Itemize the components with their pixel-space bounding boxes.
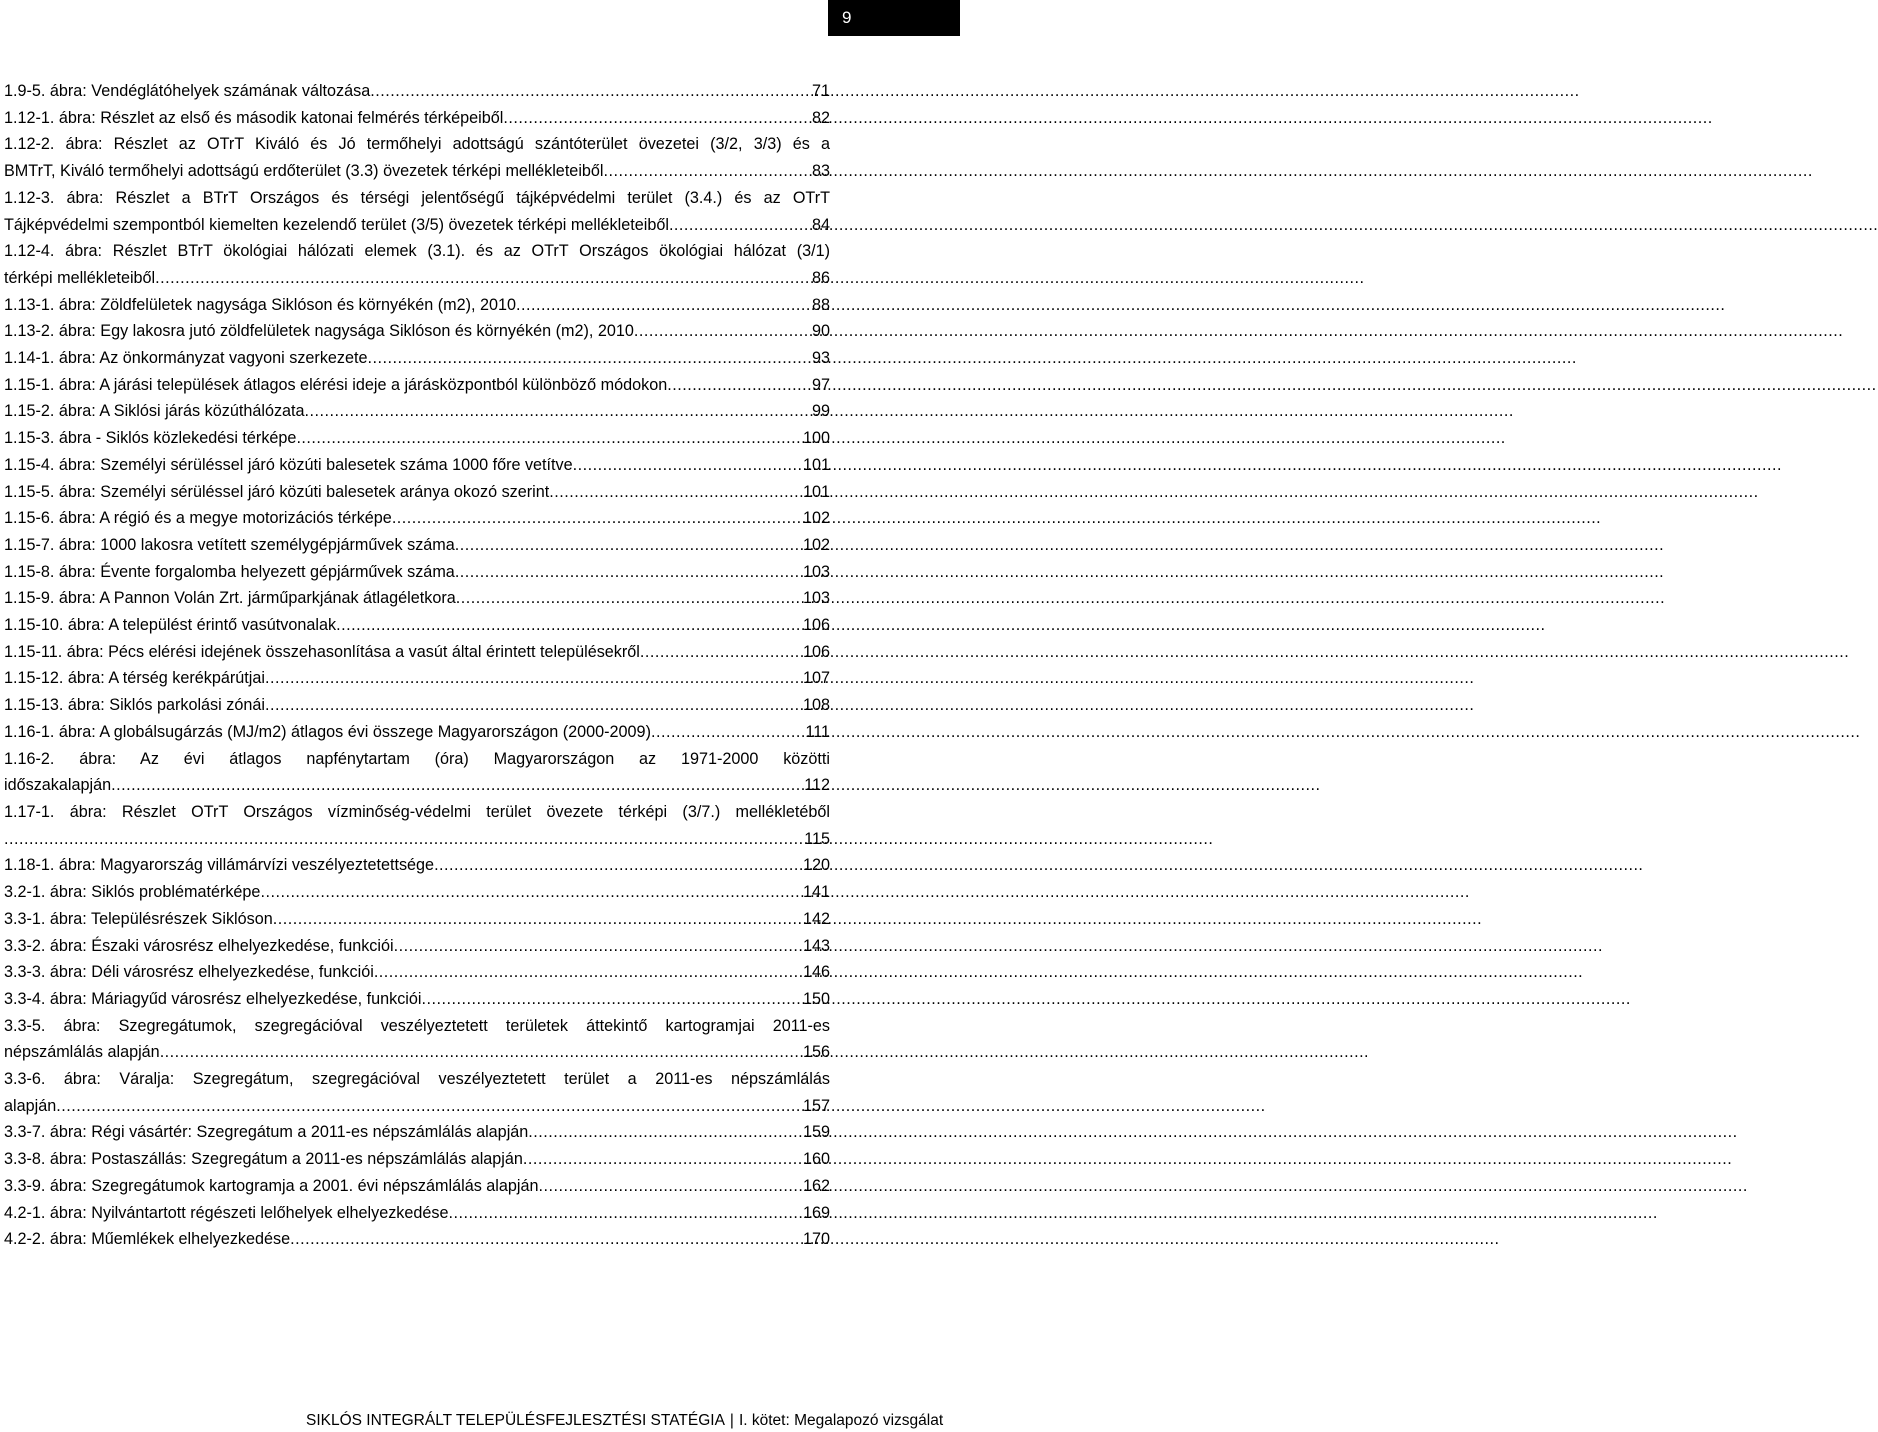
toc-entry-page: 93 bbox=[811, 349, 830, 368]
dot-leader bbox=[336, 612, 799, 639]
toc-entry-page: 150 bbox=[802, 989, 830, 1008]
toc-entry[interactable] bbox=[4, 372, 830, 399]
footer-separator: | bbox=[729, 1412, 734, 1429]
dot-leader bbox=[273, 906, 799, 933]
toc-entry-line bbox=[4, 879, 830, 906]
toc-entry-line bbox=[4, 826, 830, 853]
toc-entry-line bbox=[4, 1039, 830, 1066]
toc-entry-line bbox=[4, 746, 830, 773]
dot-leader bbox=[160, 1039, 799, 1066]
toc-entry-title: népszámlálás alapján bbox=[4, 1043, 160, 1062]
toc-entry[interactable] bbox=[4, 799, 830, 852]
toc-entry-title: 1.15-3. ábra - Siklós közlekedési térképe bbox=[4, 429, 297, 448]
toc-entry[interactable] bbox=[4, 959, 830, 986]
toc-entry[interactable] bbox=[4, 131, 830, 184]
dot-leader bbox=[368, 345, 808, 372]
toc-entry-line bbox=[4, 158, 830, 185]
toc-entry-line bbox=[4, 852, 830, 879]
toc-entry-title: 3.3-4. ábra: Máriagyűd városrész elhelyezkedése, funkciói bbox=[4, 989, 422, 1008]
toc-entry-title: 1.15-12. ábra: A térség kerékpárútjai bbox=[4, 669, 265, 688]
toc-entry-page: 103 bbox=[802, 562, 830, 581]
toc-entry-page: 101 bbox=[802, 482, 830, 501]
dot-leader bbox=[640, 639, 799, 666]
dot-leader bbox=[394, 933, 799, 960]
toc-entry-title: 1.13-1. ábra: Zöldfelületek nagysága Siklóson és környékén (m2), 2010 bbox=[4, 295, 517, 314]
toc-entry[interactable] bbox=[4, 692, 830, 719]
dot-leader bbox=[265, 665, 799, 692]
page-number: 9 bbox=[842, 8, 852, 27]
toc-entry-line bbox=[4, 1173, 830, 1200]
dot-leader bbox=[374, 959, 799, 986]
toc-entry-line bbox=[4, 425, 830, 452]
toc-entry-line bbox=[4, 318, 830, 345]
toc-entry-line bbox=[4, 265, 830, 292]
dot-leader bbox=[539, 1173, 799, 1200]
toc-entry-title: 1.15-9. ábra: A Pannon Volán Zrt. járműparkjának átlagéletkora bbox=[4, 589, 456, 608]
toc-entry-page: 86 bbox=[811, 268, 830, 287]
toc-entry-title: 1.15-7. ábra: 1000 lakosra vetített személygépjárművek száma bbox=[4, 535, 455, 554]
toc-entry-line bbox=[4, 505, 830, 532]
toc-entry-line bbox=[4, 372, 830, 399]
toc-entry[interactable] bbox=[4, 852, 830, 879]
dot-leader bbox=[449, 1200, 799, 1227]
dot-leader bbox=[503, 105, 808, 132]
toc-entry-title: 1.16-2. ábra: Az évi átlagos napfénytartam (óra) Magyarországon az 1971-2000 közötti bbox=[4, 749, 830, 768]
toc-entry-title: 3.3-8. ábra: Postaszállás: Szegregátum a 2011-es népszámlálás alapján bbox=[4, 1150, 523, 1169]
toc-entry-title: 1.12-4. ábra: Részlet BTrT ökológiai hálózati elemek (3.1). és az OTrT Országos ökológiai hálózat (3/1) bbox=[4, 242, 830, 261]
toc-entry-page: 141 bbox=[802, 883, 830, 902]
toc-entry-line bbox=[4, 906, 830, 933]
toc-entry-line bbox=[4, 398, 830, 425]
toc-entry-line bbox=[4, 185, 830, 212]
toc-entry-title: 3.3-2. ábra: Északi városrész elhelyezkedése, funkciói bbox=[4, 936, 394, 955]
toc-entry-title: 1.17-1. ábra: Részlet OTrT Országos vízminőség-védelmi terület övezete térképi (3/7.) mellékletéből bbox=[4, 802, 830, 821]
toc-entry-title: 4.2-1. ábra: Nyilvántartott régészeti lelőhelyek elhelyezkedése bbox=[4, 1203, 449, 1222]
toc-entry-line bbox=[4, 78, 830, 105]
toc-entry[interactable] bbox=[4, 879, 830, 906]
toc-entry-page: 90 bbox=[811, 322, 830, 341]
toc-entry-line bbox=[4, 212, 830, 239]
toc-entry[interactable] bbox=[4, 292, 830, 319]
toc-entry-line bbox=[4, 479, 830, 506]
toc-entry-page: 157 bbox=[802, 1096, 830, 1115]
toc-entry[interactable] bbox=[4, 452, 830, 479]
toc-entry-page: 106 bbox=[802, 616, 830, 635]
toc-entry-page: 107 bbox=[802, 669, 830, 688]
toc-entry-page: 103 bbox=[802, 589, 830, 608]
toc-entry-title: térképi mellékleteiből bbox=[4, 268, 156, 287]
toc-entry-line bbox=[4, 1013, 830, 1040]
dot-leader bbox=[111, 772, 800, 799]
dot-leader bbox=[370, 78, 808, 105]
toc-entry-title: 3.2-1. ábra: Siklós problématérképe bbox=[4, 883, 261, 902]
toc-entry-title: 1.14-1. ábra: Az önkormányzat vagyoni szerkezete bbox=[4, 349, 368, 368]
toc-entry-line bbox=[4, 692, 830, 719]
toc-entry-title: 1.15-10. ábra: A települést érintő vasútvonalak bbox=[4, 616, 337, 635]
toc-entry[interactable] bbox=[4, 479, 830, 506]
toc-entry-line bbox=[4, 1119, 830, 1146]
dot-leader bbox=[528, 1119, 799, 1146]
toc-entry-line bbox=[4, 532, 830, 559]
toc-entry-line bbox=[4, 933, 830, 960]
toc-entry-page: 99 bbox=[811, 402, 830, 421]
dot-leader bbox=[604, 158, 808, 185]
toc-entry-line bbox=[4, 772, 830, 799]
toc-entry-page: 102 bbox=[802, 535, 830, 554]
toc-entry[interactable] bbox=[4, 612, 830, 639]
toc-entry-title: 1.15-4. ábra: Személyi sérüléssel járó közúti balesetek száma 1000 főre vetítve bbox=[4, 455, 573, 474]
toc-entry-title: 1.15-11. ábra: Pécs elérési idejének összehasonlítása a vasút által érintett településekről bbox=[4, 642, 640, 661]
dot-leader bbox=[56, 1093, 799, 1120]
dot-leader bbox=[651, 719, 801, 746]
toc-entry-title: 3.3-6. ábra: Váralja: Szegregátum, szegregációval veszélyeztetett terület a 2011-es népszámlálás bbox=[4, 1070, 830, 1089]
toc-entry[interactable] bbox=[4, 719, 830, 746]
toc-entry-title: 1.15-6. ábra: A régió és a megye motorizációs térképe bbox=[4, 509, 392, 528]
toc-entry-page: 102 bbox=[802, 509, 830, 528]
toc-entry[interactable] bbox=[4, 585, 830, 612]
toc-entry-line bbox=[4, 1226, 830, 1253]
toc-entry[interactable] bbox=[4, 398, 830, 425]
toc-entry-page: 108 bbox=[802, 696, 830, 715]
toc-entry-page: 71 bbox=[811, 82, 830, 100]
dot-leader bbox=[392, 505, 799, 532]
toc-entry[interactable] bbox=[4, 1173, 830, 1200]
toc-entry[interactable] bbox=[4, 1066, 830, 1119]
toc-entry[interactable] bbox=[4, 906, 830, 933]
toc-entry-line bbox=[4, 1066, 830, 1093]
toc-entry-line bbox=[4, 105, 830, 132]
toc-entry-title: 1.15-5. ábra: Személyi sérüléssel járó közúti balesetek aránya okozó szerint bbox=[4, 482, 550, 501]
toc-entry-page: 170 bbox=[802, 1230, 830, 1249]
toc-entry-title: időszakalapján bbox=[4, 776, 112, 795]
toc-entry-line bbox=[4, 131, 830, 158]
toc-entry-line bbox=[4, 292, 830, 319]
toc-entry[interactable] bbox=[4, 318, 830, 345]
toc-entry[interactable] bbox=[4, 532, 830, 559]
toc-entry-page: 146 bbox=[802, 963, 830, 982]
dot-leader bbox=[634, 318, 808, 345]
toc-entry[interactable] bbox=[4, 1119, 830, 1146]
toc-entry-title: 1.16-1. ábra: A globálsugárzás (MJ/m2) átlagos évi összege Magyarországon (2000-2009) bbox=[4, 722, 651, 741]
toc-entry[interactable] bbox=[4, 185, 830, 238]
toc-entry-page: 159 bbox=[802, 1123, 830, 1142]
dot-leader bbox=[296, 425, 799, 452]
toc-entry-line bbox=[4, 1093, 830, 1120]
toc-entry-line bbox=[4, 1200, 830, 1227]
toc-entry-title: 1.15-1. ábra: A járási települések átlagos elérési ideje a járásközpontból különböző módokon bbox=[4, 375, 668, 394]
toc-entry-title: 1.12-1. ábra: Részlet az első és második katonai felmérés térképeiből bbox=[4, 108, 504, 127]
footer-document-title: SIKLÓS INTEGRÁLT TELEPÜLÉSFEJLESZTÉSI STATÉGIA bbox=[306, 1412, 725, 1429]
toc-entry[interactable] bbox=[4, 238, 830, 291]
toc-entry-line bbox=[4, 1146, 830, 1173]
toc-entry-page: 84 bbox=[811, 215, 830, 234]
toc-entry[interactable] bbox=[4, 559, 830, 586]
dot-leader bbox=[434, 852, 799, 879]
dot-leader bbox=[455, 559, 799, 586]
dot-leader bbox=[667, 372, 808, 399]
toc-entry-line bbox=[4, 799, 830, 826]
dot-leader bbox=[155, 265, 808, 292]
toc-entry-page: 83 bbox=[811, 162, 830, 181]
toc-entry-title: 1.12-3. ábra: Részlet a BTrT Országos és térségi jelentőségű tájképvédelmi terület (3.4.) és az OTrT bbox=[4, 188, 830, 207]
toc-entry-title: 1.12-2. ábra: Részlet az OTrT Kiváló és Jó termőhelyi adottságú szántóterület övezetei (3/2, 3/3) és a bbox=[4, 135, 830, 154]
toc-entry-title: 1.15-8. ábra: Évente forgalomba helyezett gépjárművek száma bbox=[4, 562, 455, 581]
toc-entry[interactable] bbox=[4, 505, 830, 532]
toc-entry[interactable] bbox=[4, 105, 830, 132]
toc-entry-page: 120 bbox=[802, 856, 830, 875]
dot-leader bbox=[265, 692, 799, 719]
toc-entry-page: 142 bbox=[802, 909, 830, 928]
toc-entry-page: 112 bbox=[804, 776, 830, 795]
dot-leader bbox=[516, 292, 808, 319]
toc-entry-page: 101 bbox=[802, 455, 830, 474]
toc-entry-page: 82 bbox=[811, 108, 830, 127]
toc-entry[interactable] bbox=[4, 1226, 830, 1253]
page-number-badge bbox=[828, 0, 960, 36]
toc-entry-line bbox=[4, 639, 830, 666]
dot-leader bbox=[260, 879, 799, 906]
toc-entry-page: 143 bbox=[802, 936, 830, 955]
toc-entry-title: 3.3-9. ábra: Szegregátumok kartogramja a 2001. évi népszámlálás alapján bbox=[4, 1176, 539, 1195]
toc-entry[interactable] bbox=[4, 933, 830, 960]
toc-entry-page: 169 bbox=[802, 1203, 830, 1222]
page-footer bbox=[306, 1411, 944, 1431]
dot-leader bbox=[455, 532, 799, 559]
toc-entry-title: 1.9-5. ábra: Vendéglátóhelyek számának változása bbox=[4, 82, 371, 100]
toc-entry-page: 162 bbox=[802, 1176, 830, 1195]
toc-entry-title: alapján bbox=[4, 1096, 57, 1115]
dot-leader bbox=[549, 479, 799, 506]
toc-entry-title: BMTrT, Kiváló termőhelyi adottságú erdőterület (3.3) övezetek térképi mellékleteiből bbox=[4, 162, 604, 181]
toc-entry-page: 160 bbox=[802, 1150, 830, 1169]
toc-entry[interactable] bbox=[4, 78, 830, 105]
toc-entry-title: 4.2-2. ábra: Műemlékek elhelyezkedése bbox=[4, 1230, 291, 1249]
toc-entry[interactable] bbox=[4, 1200, 830, 1227]
toc-entry-line bbox=[4, 665, 830, 692]
toc-entry-title: 3.3-1. ábra: Településrészek Siklóson bbox=[4, 909, 273, 928]
toc-entry[interactable] bbox=[4, 986, 830, 1013]
toc-entry-title: 1.13-2. ábra: Egy lakosra jutó zöldfelületek nagysága Siklóson és környékén (m2), 2010 bbox=[4, 322, 634, 341]
toc-entry-line bbox=[4, 238, 830, 265]
dot-leader bbox=[305, 398, 808, 425]
toc-entry-line bbox=[4, 452, 830, 479]
toc-entry-line bbox=[4, 612, 830, 639]
toc-entry[interactable] bbox=[4, 665, 830, 692]
toc-entry-title: 3.3-3. ábra: Déli városrész elhelyezkedése, funkciói bbox=[4, 963, 374, 982]
dot-leader bbox=[669, 212, 808, 239]
toc-entry-page: 111 bbox=[805, 722, 830, 741]
toc-entry[interactable] bbox=[4, 746, 830, 799]
dot-leader bbox=[573, 452, 799, 479]
toc-entry-line bbox=[4, 959, 830, 986]
toc-entry-page: 156 bbox=[802, 1043, 830, 1062]
toc-entry[interactable] bbox=[4, 1013, 830, 1066]
toc-entry-line bbox=[4, 986, 830, 1013]
toc-entry-line bbox=[4, 585, 830, 612]
toc-entry[interactable] bbox=[4, 425, 830, 452]
dot-leader bbox=[290, 1226, 799, 1253]
toc-entry-title: 3.3-5. ábra: Szegregátumok, szegregációval veszélyeztetett területek áttekintő kartogramjai 2011-es bbox=[4, 1016, 830, 1035]
toc-entry-title: 1.18-1. ábra: Magyarország villámárvízi veszélyeztetettsége bbox=[4, 856, 435, 875]
toc-entry[interactable] bbox=[4, 1146, 830, 1173]
toc-entry[interactable] bbox=[4, 639, 830, 666]
dot-leader bbox=[523, 1146, 799, 1173]
footer-volume-title: I. kötet: Megalapozó vizsgálat bbox=[738, 1412, 944, 1429]
toc-entry-title: 1.15-2. ábra: A Siklósi járás közúthálózata bbox=[4, 402, 305, 421]
toc-entry-title: Tájképvédelmi szempontból kiemelten kezelendő terület (3/5) övezetek térképi mellékleteiből bbox=[4, 215, 669, 234]
toc-entry-title: 3.3-7. ábra: Régi vásártér: Szegregátum a 2011-es népszámlálás alapján bbox=[4, 1123, 529, 1142]
toc-entry-page: 88 bbox=[811, 295, 830, 314]
toc-entry-line bbox=[4, 559, 830, 586]
list-of-figures bbox=[4, 78, 830, 1253]
toc-entry-page: 106 bbox=[802, 642, 830, 661]
dot-leader bbox=[422, 986, 799, 1013]
toc-entry-page: 97 bbox=[811, 375, 830, 394]
toc-entry[interactable] bbox=[4, 345, 830, 372]
toc-entry-line bbox=[4, 719, 830, 746]
toc-entry-page: 115 bbox=[804, 829, 830, 848]
toc-entry-page: 100 bbox=[802, 429, 830, 448]
toc-entry-title: 1.15-13. ábra: Siklós parkolási zónái bbox=[4, 696, 265, 715]
dot-leader bbox=[4, 826, 800, 853]
dot-leader bbox=[456, 585, 799, 612]
toc-entry-line bbox=[4, 345, 830, 372]
